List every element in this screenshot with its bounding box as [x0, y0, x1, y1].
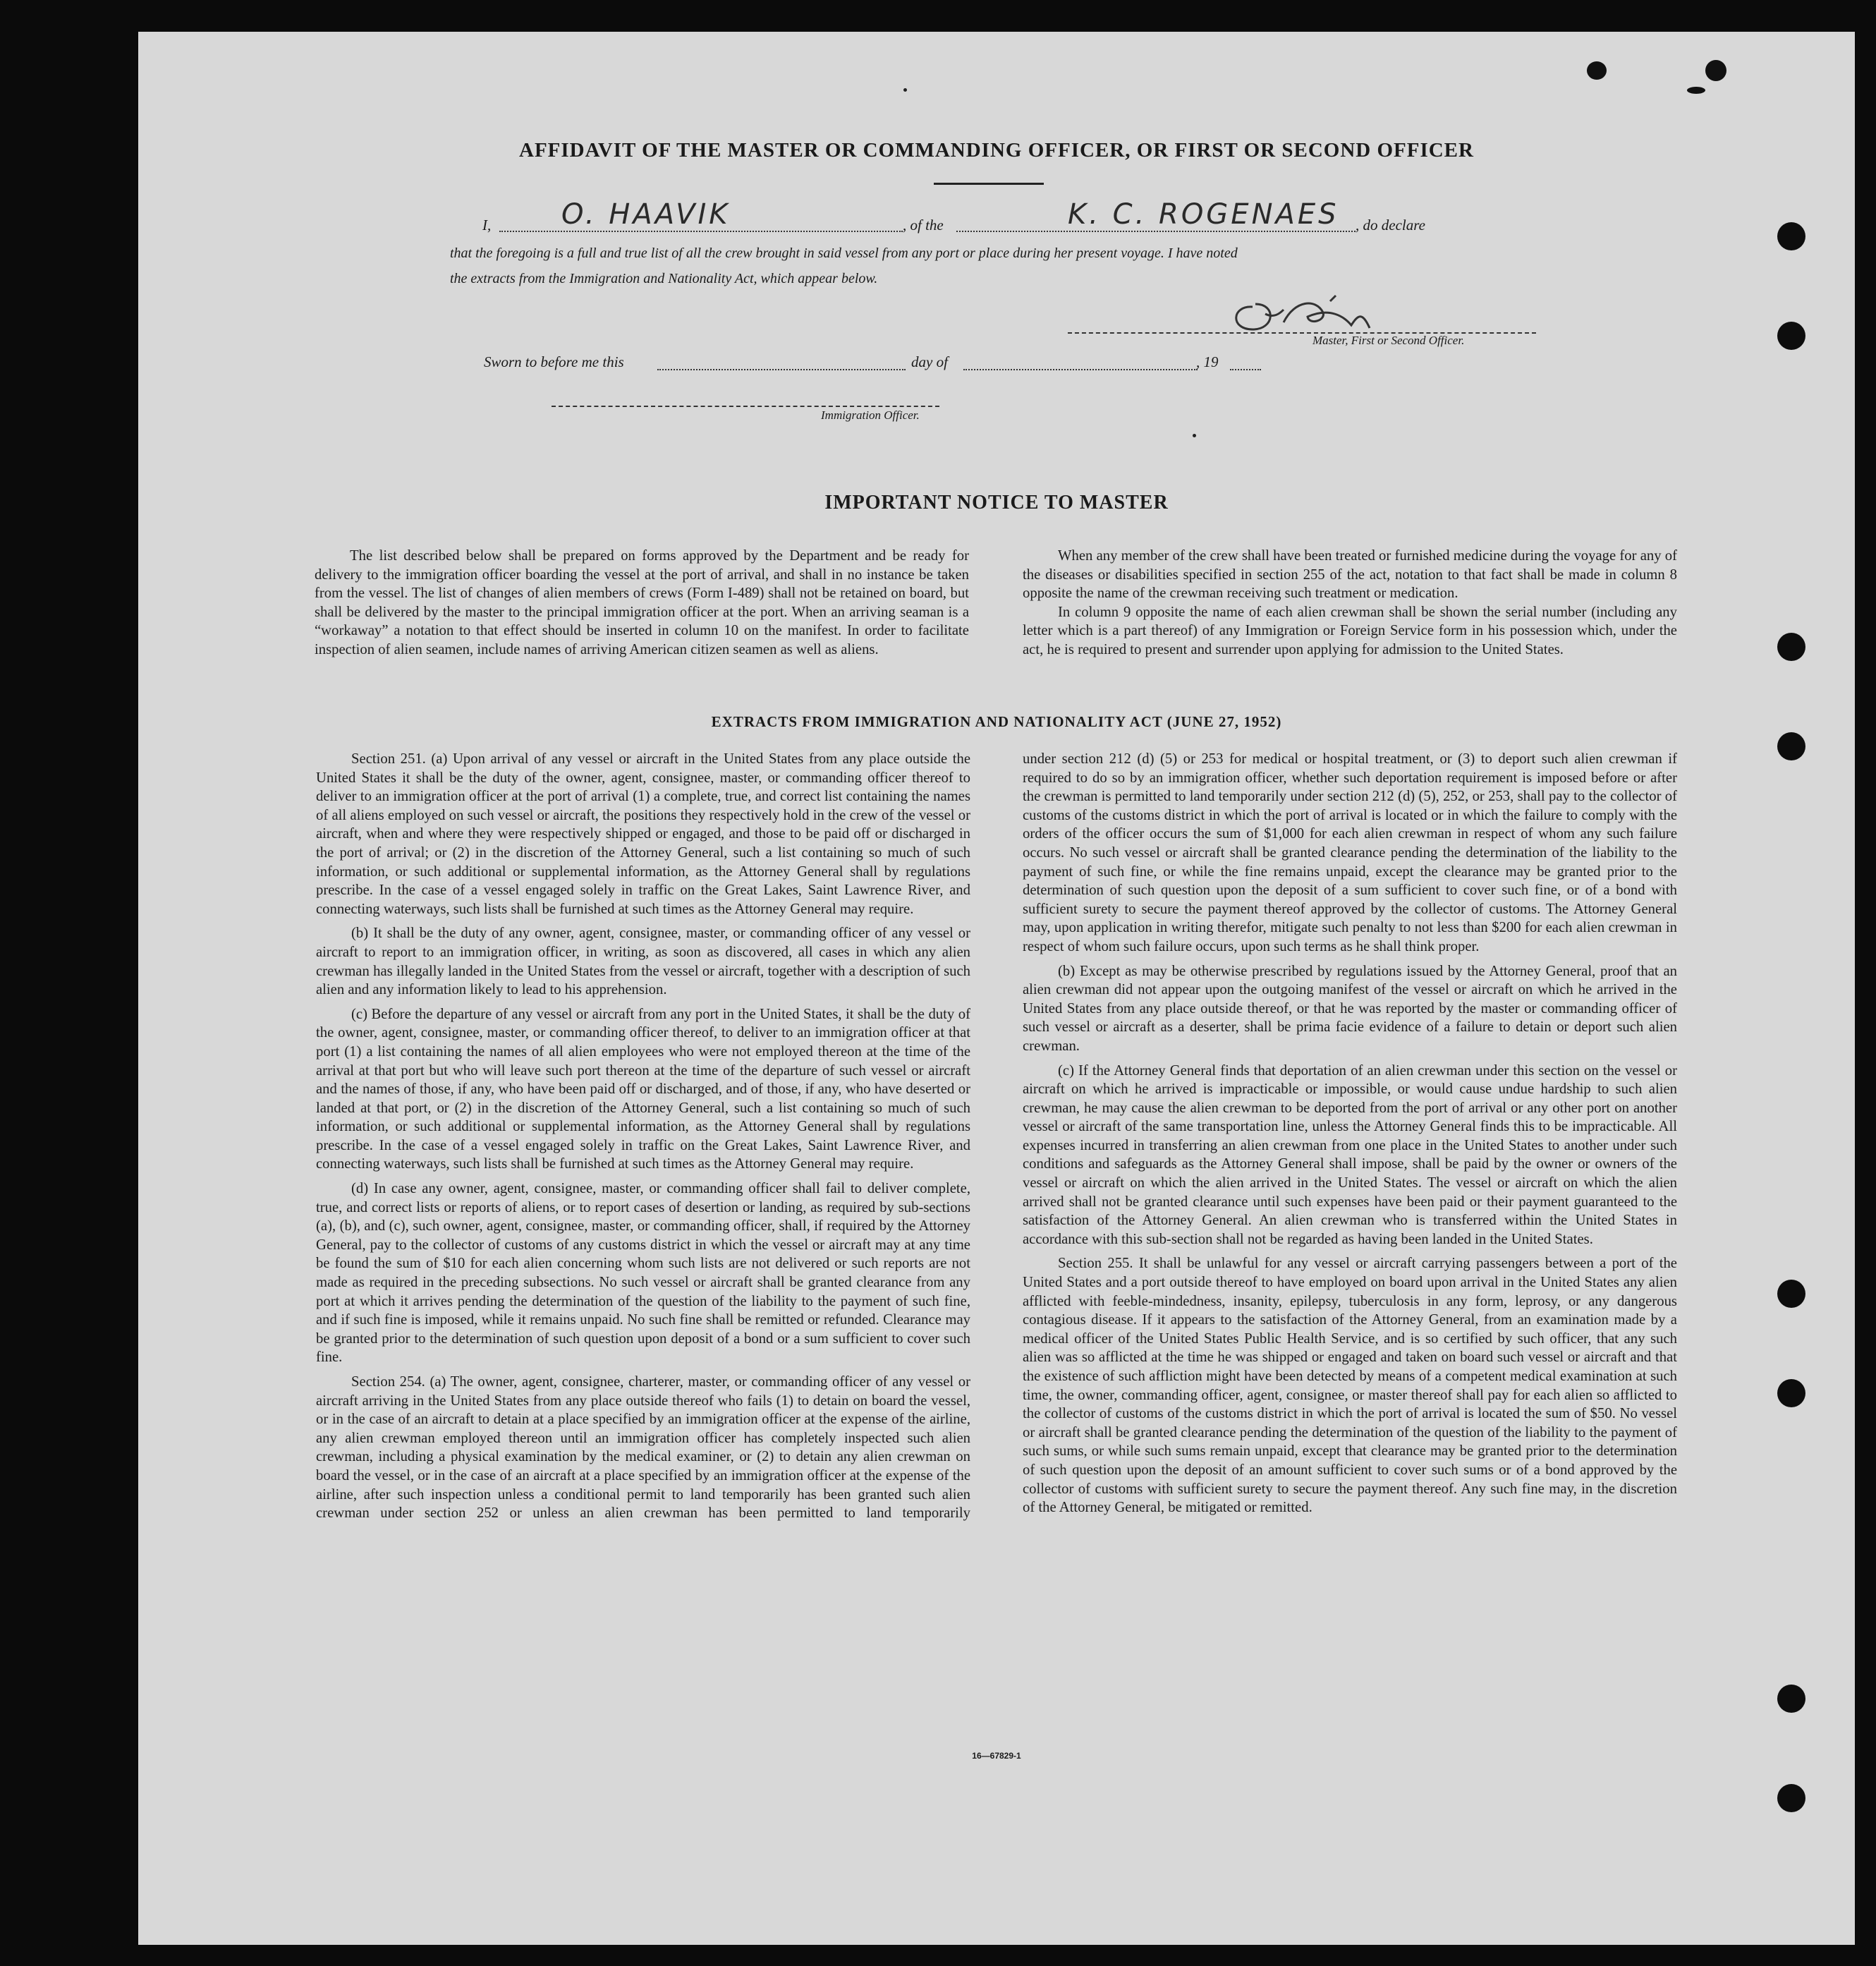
section-254c: (c) If the Attorney General finds that deportation of an alien crewman under this section on the vessel or aircraft on which he arrived is impracticable or impossible, or would cause undue hardship to such alien crewman, he may cause the alien crewman to be deported from the port of arrival or any other port on another vessel or aircraft of the same transportation line, unless the Attorney General finds this to be impracticable. All expenses incurred in transferring an alien crewman from one place in the United States to another under such conditions and safeguards as the Attorney General shall impose, shall be paid by the owner or owners of the vessel or aircraft on which the alien arrived in the United States. The vessel or aircraft on which the alien arrived shall not be granted clearance until such expenses have been paid or their payment guaranteed to the satisfaction of the Attorney General. An alien crewman who is transferred within the United States in accordance with this sub-section shall not be regarded as having been landed in the United States. [1023, 1062, 1677, 1247]
notice-left-paragraph: The list described below shall be prepared on forms approved by the Department and be ready for delivery to the immigration officer boarding the vessel at the port of arrival, and shall in no instance be taken from the vessel. The list of changes of alien members of crews (Form I-489) shall not be retained on board, but shall be delivered by the master to the principal immigration officer at the port. When an arriving seaman is a “workaway” a notation to that effect should be inserted in column 10 on the manifest. In order to facilitate inspection of alien seamen, include names of arriving American citizen seamen as well as aliens. [315, 548, 969, 657]
notice-title: IMPORTANT NOTICE TO MASTER [824, 492, 1169, 514]
punch-hole-2 [1777, 322, 1805, 350]
section-255: Section 255. It shall be unlawful for any vessel or aircraft carrying passengers between a port of the United States and a port outside thereof to have employed on board upon arrival in the United States any alien afflicted with feeble-mindedness, insanity, epilepsy, tuberculosis in any form, leprosy, or any dangerous contagious disease. If it appears to the satisfaction of the Attorney General, from an examination made by a medical officer of the United States Public Health Service, and is so certified by such officer, that any such alien was so afflicted at the time he was shipped or engaged and taken on board such vessel or aircraft and that the existence of such affliction might have been detected by means of a competent medical examination at such time, the owner, commanding officer, agent, consignee, or master thereof shall pay for each alien so afflicted to the collector of customs of the customs district in which the port of arrival is located the sum of $50. No vessel or aircraft shall be granted clearance pending the determination of the question of the liability to the payment of such sums, or while such sums remain unpaid, except that clearance may be granted prior to the determination of such question upon the deposit of an amount sufficient to cover such sums or of a bond approved by the collector of customs with sufficient surety to secure the payment thereof. Any such fine may, in the discretion of the Attorney General, be mitigated or remitted. [1023, 1256, 1677, 1516]
signature-line [1068, 332, 1536, 334]
form-number: 16—67829-1 [972, 1751, 1021, 1761]
day-of-label: day of [911, 353, 948, 370]
punch-hole-5 [1777, 1280, 1805, 1308]
extracts-right-column [1023, 750, 1677, 1523]
declaration-line-2: the extracts from the Immigration and Nationality Act, which appear below. [450, 271, 878, 286]
notice-right-paragraph-2: In column 9 opposite the name of each alien crewman shall be shown the serial number (including any letter which is a part thereof) of any Immigration or Foreign Service form in his possession which, under the act, he is required to present and surrender upon applying for admission to the United States. [1023, 604, 1677, 657]
speck [903, 88, 907, 92]
extracts-left-column [316, 750, 970, 1529]
ink-blot-mark [1587, 61, 1607, 80]
ink-blot-mark [1687, 87, 1705, 94]
ink-blot-mark [1705, 60, 1726, 81]
title-divider [934, 183, 1044, 185]
section-251b: (b) It shall be the duty of any owner, agent, consignee, master, or commanding officer of any vessel or aircraft to report to an immigration officer, in writing, as soon as discovered, all cases in which any alien crewman has illegally landed in the United States from the vessel or aircraft, together with a description of such alien and any information likely to lead to his apprehension. [316, 926, 970, 998]
extracts-title: EXTRACTS FROM IMMIGRATION AND NATIONALITY ACT (JUNE 27, 1952) [711, 713, 1282, 730]
speck [1193, 434, 1196, 437]
section-251d: (d) In case any owner, agent, consignee, master, or commanding officer shall fail to deliver complete, true, and correct lists or reports of aliens, or to report cases of desertion or landing, as required by sub-sections (a), (b), and (c), such owner, agent, consignee, master, or commanding officer, shall, if required by the Attorney General, pay to the collector of customs of any customs district in which the vessel or aircraft may at any time be found the sum of $10 for each alien concerning whom such lists are not delivered or such reports are not made as required in the preceding subsections. No such vessel or aircraft shall be granted clearance from any port at which it arrives pending the determination of the question of the liability to the payment of such fine, and if such fine is imposed, while it remains unpaid. No such fine shall be remitted or refunded. Clearance may be granted prior to the determination of such question upon deposit of a bond or a sum sufficient to cover such fine. [316, 1181, 970, 1366]
punch-hole-6 [1777, 1379, 1805, 1407]
immigration-officer-caption: Immigration Officer. [821, 408, 920, 422]
form-page [138, 32, 1855, 1945]
officer-name-field [499, 231, 903, 232]
notice-right-column [1023, 547, 1677, 665]
section-254a-continued: under section 212 (d) (5) or 253 for medical or hospital treatment, or (3) to deport such alien crewman if required to do so by an immigration officer, whether such deportation requirement is imposed before or after the crewman is permitted to land temporarily under section 212 (d) (5), 252, or 253, shall pay to the collector of customs of the customs district in which the port of arrival is located or in which the failure to comply with the orders of the officer occurs the sum of $1,000 for each alien crewman in respect of whom any such failure occurs. No such vessel or aircraft shall be granted clearance pending the determination of the liability to the payment of such fine, or while the fine remains unpaid, except the clearance may be granted prior to the determination of such question upon the deposit of a sum sufficient to cover such fine, or of a bond with sufficient surety to secure the payment thereof approved by the collector of customs. The Attorney General may, upon application in writing therefor, mitigate such penalty to not less than $200 for each alien crewman in respect of whom such failure occurs, upon such terms as he shall think proper. [1023, 751, 1677, 954]
sworn-year-field [1230, 369, 1261, 370]
do-declare-label: , do declare [1356, 217, 1425, 233]
officer-name-handwriting: O. HAAVIK [561, 198, 731, 231]
section-251c: (c) Before the departure of any vessel or aircraft from any port in the United States, it shall be the duty of the owner, agent, consignee, master, or commanding officer thereof, to deliver to an immigration officer at that port (1) a list containing the names of all alien employees who were not employed thereon at the time of the arrival at that port but who will leave such port thereon at the time of the departure of such vessel or aircraft and the names of those, if any, who have been paid off or discharged, and of those, if any, who have deserted or landed at that port, or (2) in the discretion of the Attorney General, such a list containing so much of such information, or such additional or supplemental information, as the Attorney General shall by regulations prescribe. In the case of a vessel engaged solely in traffic on the Great Lakes, Saint Lawrence River, and connecting waterways, such lists shall be furnished at such times as the Attorney General may require. [316, 1006, 970, 1172]
vessel-name-field [956, 231, 1356, 232]
punch-hole-7 [1777, 1685, 1805, 1713]
declaration-line-1: that the foregoing is a full and true list of all the crew brought in said vessel from any port or place during her present voyage. I have noted [450, 245, 1238, 261]
sworn-label: Sworn to before me this [484, 353, 624, 370]
affidavit-title: AFFIDAVIT OF THE MASTER OR COMMANDING OFFICER, OR FIRST OR SECOND OFFICER [519, 139, 1474, 162]
signature-caption: Master, First or Second Officer. [1312, 334, 1465, 347]
of-the-label: , of the [903, 217, 944, 233]
vessel-name-handwriting: K. C. ROGENAES [1068, 198, 1339, 231]
punch-hole-3 [1777, 633, 1805, 661]
sworn-day-field [657, 369, 906, 370]
punch-hole-4 [1777, 732, 1805, 760]
i-label: I, [482, 217, 492, 233]
section-254a: Section 254. (a) The owner, agent, consignee, charterer, master, or commanding officer of any vessel or aircraft arriving in the United States from any place outside thereof who fails (1) to detain on board the vessel, or in the case of an aircraft to detain at a place specified by an immigration officer at the expense of the airline, any alien crewman employed thereon until an immigration officer has completely inspected such alien crewman, including a physical examination by the medical examiner, or (2) to detain any alien crewman on board the vessel, or in the case of an aircraft at a place specified by an immigration officer at the expense of the airline, after such inspection unless a conditional permit to land temporarily has been granted such alien crewman under section 252 or unless an alien crewman has been permitted to land temporarily [316, 1374, 970, 1522]
immigration-officer-line [552, 406, 939, 407]
notice-left-column [315, 547, 969, 665]
sworn-month-field [963, 369, 1198, 370]
punch-hole-8 [1777, 1784, 1805, 1812]
notice-right-paragraph-1: When any member of the crew shall have been treated or furnished medicine during the voyage for any of the diseases or disabilities specified in section 255 of the act, notation to that fact shall be made in column 8 opposite the name of the crewman receiving such treatment or medication. [1023, 548, 1677, 602]
punch-hole-1 [1777, 222, 1805, 250]
section-251a: Section 251. (a) Upon arrival of any vessel or aircraft in the United States from any place outside the United States it shall be the duty of the owner, agent, consignee, master, or commanding officer thereof to deliver to an immigration officer at the port of arrival (1) a complete, true, and correct list containing the names of all aliens employed on such vessel or aircraft, the positions they respectively hold in the crew of the vessel or aircraft, when and where they were respectively shipped or engaged, and those to be paid off or discharged in the port of arrival; or (2) in the discretion of the Attorney General, such a list containing so much of such information, or such additional or supplemental information, as the Attorney General shall by regulations prescribe. In the case of a vessel engaged solely in traffic on the Great Lakes, Saint Lawrence River, and connecting waterways, such lists shall be furnished at such times as the Attorney General may require. [316, 751, 970, 917]
year-label: , 19 [1196, 353, 1219, 370]
section-254b: (b) Except as may be otherwise prescribed by regulations issued by the Attorney General, proof that an alien crewman did not appear upon the outgoing manifest of the vessel or aircraft on which he arrived in the United States from any place outside thereof, or that he was reported by the master or commanding officer of such vessel or aircraft as a deserter, shall be prima facie evidence of a failure to detain or deport such alien crewman. [1023, 963, 1677, 1054]
